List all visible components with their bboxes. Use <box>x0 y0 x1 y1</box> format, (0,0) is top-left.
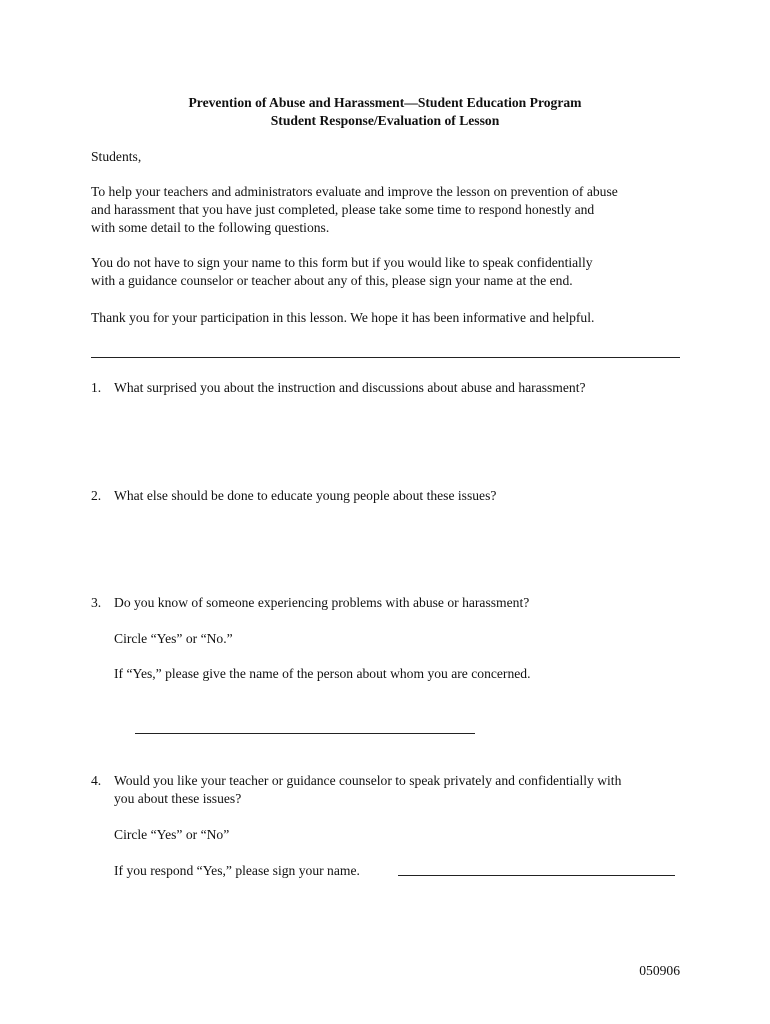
intro-paragraph-2-line-2: with a guidance counselor or teacher about any of this, please sign your name at the end. <box>91 273 573 288</box>
intro-paragraph-2-line-1: You do not have to sign your name to this form but if you would like to speak confidentially <box>91 255 593 270</box>
salutation: Students, <box>91 149 142 164</box>
question-3-if-yes: If “Yes,” please give the name of the person about whom you are concerned. <box>114 666 531 681</box>
question-3-circle-instruction: Circle “Yes” or “No.” <box>114 631 233 646</box>
question-4-number: 4. <box>91 773 102 788</box>
signature-prompt: If you respond “Yes,” please sign your name. <box>114 863 360 878</box>
question-3-text: Do you know of someone experiencing problems with abuse or harassment? <box>114 595 530 610</box>
question-1-number: 1. <box>91 380 102 395</box>
page-title: Prevention of Abuse and Harassment—Student Education Program <box>188 95 582 110</box>
question-2-text: What else should be done to educate young people about these issues? <box>114 488 497 503</box>
question-4-text-line-2: you about these issues? <box>114 791 242 806</box>
page-subtitle: Student Response/Evaluation of Lesson <box>270 113 500 128</box>
question-2-number: 2. <box>91 488 102 503</box>
question-4-text-line-1: Would you like your teacher or guidance counselor to speak privately and confidentially with <box>114 773 622 788</box>
question-1-text: What surprised you about the instruction and discussions about abuse and harassment? <box>114 380 586 395</box>
intro-paragraph-3: Thank you for your participation in this lesson. We hope it has been informative and helpful. <box>91 310 595 325</box>
concern-name-line[interactable] <box>135 733 475 734</box>
question-4-circle-instruction: Circle “Yes” or “No” <box>114 827 230 842</box>
question-3-number: 3. <box>91 595 102 610</box>
signature-line[interactable] <box>398 875 675 876</box>
intro-paragraph-1-line-1: To help your teachers and administrators evaluate and improve the lesson on prevention of abuse <box>91 184 618 199</box>
section-divider <box>91 357 680 358</box>
intro-paragraph-1-line-2: and harassment that you have just completed, please take some time to respond honestly and <box>91 202 595 217</box>
intro-paragraph-1-line-3: with some detail to the following questions. <box>91 220 330 235</box>
document-code: 050906 <box>639 963 680 978</box>
